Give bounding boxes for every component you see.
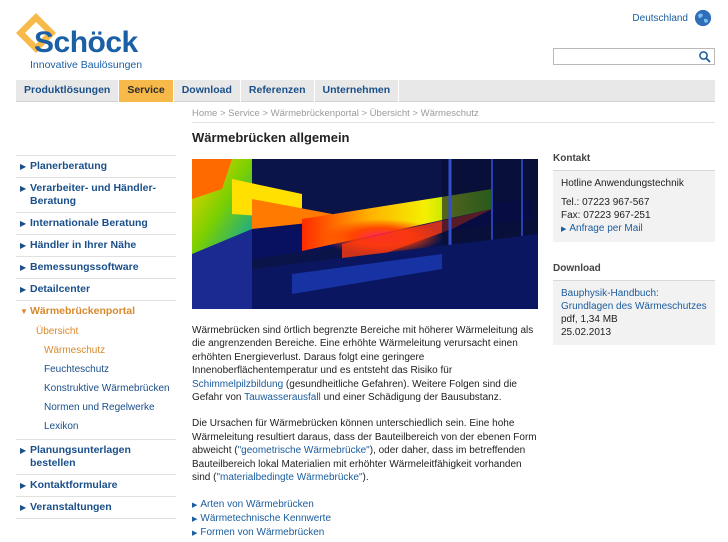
brand-name: Schöck [34,26,138,59]
link-schimmelpilzbildung[interactable]: Schimmelpilzbildung [192,378,284,390]
contact-heading: Kontakt [553,153,591,164]
sidebar-item-label: Internationale Beratung [30,217,148,229]
sidebar-item-label: Verarbeiter- und Händler-Beratung [30,182,157,207]
sidebar-item-haendler[interactable] [16,234,176,256]
download-date: 25.02.2013 [561,327,612,338]
sidebar-item-veranstaltungen[interactable] [16,496,176,518]
main-content [192,130,538,540]
sidebar-item-label: Wärmebrückenportal [30,305,136,317]
breadcrumb-divider [192,122,715,123]
triangle-right-icon: ▶ [192,502,198,510]
link-formen-von-waermebruecken[interactable] [192,526,538,540]
triangle-right-icon: ▶ [20,285,27,294]
sidebar-item-label: Händler in Ihrer Nähe [30,239,137,251]
sidebar-item-label: Bemessungssoftware [30,261,139,273]
language-label[interactable]: Deutschland [632,12,688,24]
brand-tagline: Innovative Baulösungen [30,59,143,71]
magnifier-icon[interactable] [698,50,712,63]
nav-tab-produktloesungen[interactable]: Produktlösungen [16,80,119,102]
download-box [553,280,715,345]
paragraph-text: ), oder daher, dass im betreffenden Bauteilbereich lokal Materialien mit erhöhter Wärmeleitfähigkeit vorhanden sind ( [192,445,526,484]
sidebar-item-label: Detailcenter [30,283,91,295]
download-panel [553,263,715,345]
triangle-right-icon: ▶ [20,219,27,228]
sidebar-subitem-normen[interactable]: Normen und Regelwerke [44,402,155,413]
nav-tab-download[interactable]: Download [174,80,241,102]
language-selector[interactable] [632,9,712,27]
triangle-right-icon: ▶ [192,530,198,538]
causes-paragraph [192,417,538,484]
paragraph-text: und einer Schädigung der Bausubstanz. [320,392,502,404]
sidebar-item-planungsunterlagen[interactable] [16,439,176,474]
paragraph-text: Die Ursachen für Wärmebrücken können unterschiedlich sein. Eine hohe Wärmeleitung resultiert daraus, dass der Bauteilbereich von der ebenen Form abweicht ( [192,418,537,457]
paragraph-text: Wärmebrücken sind örtlich begrenzte Bereiche mit höherer Wärmeleitung als die angrenzenden Bereiche. Eine erhöhte Wärmeleitung verursacht einen erhöhten Energieverlust. Daraus folgt eine geringere Innenoberflächentemperatur und es entsteht das Risiko für [192,325,534,377]
link-arten-von-waermebruecken[interactable] [192,498,538,512]
sidebar [16,155,176,519]
sidebar-item-planerberatung[interactable] [16,155,176,177]
sidebar-subitem-waermeschutz[interactable]: Wärmeschutz [44,345,106,356]
sidebar-subitem-uebersicht[interactable]: Übersicht [36,326,79,337]
sidebar-item-verarbeiter-beratung[interactable] [16,177,176,212]
search-box [553,48,715,65]
sidebar-item-label: Planungsunterlagen bestellen [30,444,131,469]
nav-tab-service[interactable]: Service [119,80,173,102]
sidebar-item-label: Veranstaltungen [30,501,112,513]
download-title-link[interactable]: Bauphysik-Handbuch: Grundlagen des Wärmeschutzes [561,288,707,312]
triangle-right-icon: ▶ [20,263,27,272]
link-label: Arten von Wärmebrücken [200,499,314,511]
triangle-right-icon: ▶ [20,162,27,171]
link-label: Anfrage per Mail [569,223,643,234]
sidebar-subitem-feuchteschutz[interactable]: Feuchteschutz [44,364,110,375]
link-label: Formen von Wärmebrücken [200,527,325,539]
contact-tel: Tel.: 07223 967-567 [561,197,650,208]
paragraph-text: (gesundheitliche Gefahren). Weitere Folgen sind die Gefahr von [192,378,517,404]
sidebar-subitem-lexikon[interactable]: Lexikon [44,421,79,432]
link-materialbedingte-waermebruecke[interactable]: "materialbedingte Wärmebrücke" [216,472,363,484]
sidebar-item-waermebrueckenportal[interactable] [16,300,176,322]
logo[interactable] [16,12,143,71]
sidebar-item-bemessungssoftware[interactable] [16,256,176,278]
triangle-right-icon: ▶ [20,446,27,455]
contact-fax: Fax: 07223 967-251 [561,210,651,221]
sidebar-bottom-rule [16,518,176,519]
contact-hotline: Hotline Anwendungstechnik [561,178,684,189]
sidebar-item-label: Kontaktformulare [30,479,118,491]
main-navigation [16,80,715,102]
nav-tab-referenzen[interactable]: Referenzen [241,80,315,102]
triangle-right-icon: ▶ [20,184,27,193]
triangle-down-icon: ▼ [20,307,28,316]
sidebar-item-label: Planerberatung [30,160,108,172]
link-waermetechnische-kennwerte[interactable] [192,512,538,526]
nav-tab-unternehmen[interactable]: Unternehmen [315,80,400,102]
download-heading: Download [553,263,601,274]
link-tauwasserausfall[interactable]: Tauwasserausfall [244,392,321,404]
link-label: Wärmetechnische Kennwerte [200,513,332,525]
thermal-image [192,159,538,309]
triangle-right-icon: ▶ [20,481,27,490]
sidebar-subitem-konstruktive-waermebruecken[interactable]: Konstruktive Wärmebrücken [44,383,170,394]
sidebar-item-internationale-beratung[interactable] [16,212,176,234]
breadcrumb[interactable]: Home > Service > Wärmebrückenportal > Übersicht > Wärmeschutz [192,108,479,119]
related-links [192,498,538,540]
triangle-right-icon: ▶ [20,503,27,512]
globe-icon[interactable] [694,9,712,27]
search-input[interactable] [554,49,694,64]
paragraph-text: ). [362,472,369,484]
download-meta: pdf, 1,34 MB [561,314,618,325]
triangle-right-icon: ▶ [561,226,567,233]
link-geometrische-waermebruecke[interactable]: "geometrische Wärmebrücke" [237,445,370,457]
triangle-right-icon: ▶ [20,241,27,250]
intro-paragraph [192,324,538,404]
sidebar-item-kontaktformulare[interactable] [16,474,176,496]
contact-panel [553,153,715,242]
contact-box [553,170,715,242]
triangle-right-icon: ▶ [192,516,198,524]
page-title: Wärmebrücken allgemein [192,130,350,145]
sidebar-item-detailcenter[interactable] [16,278,176,300]
thermal-image-graphic [192,159,538,309]
mail-request-link[interactable] [561,222,707,236]
